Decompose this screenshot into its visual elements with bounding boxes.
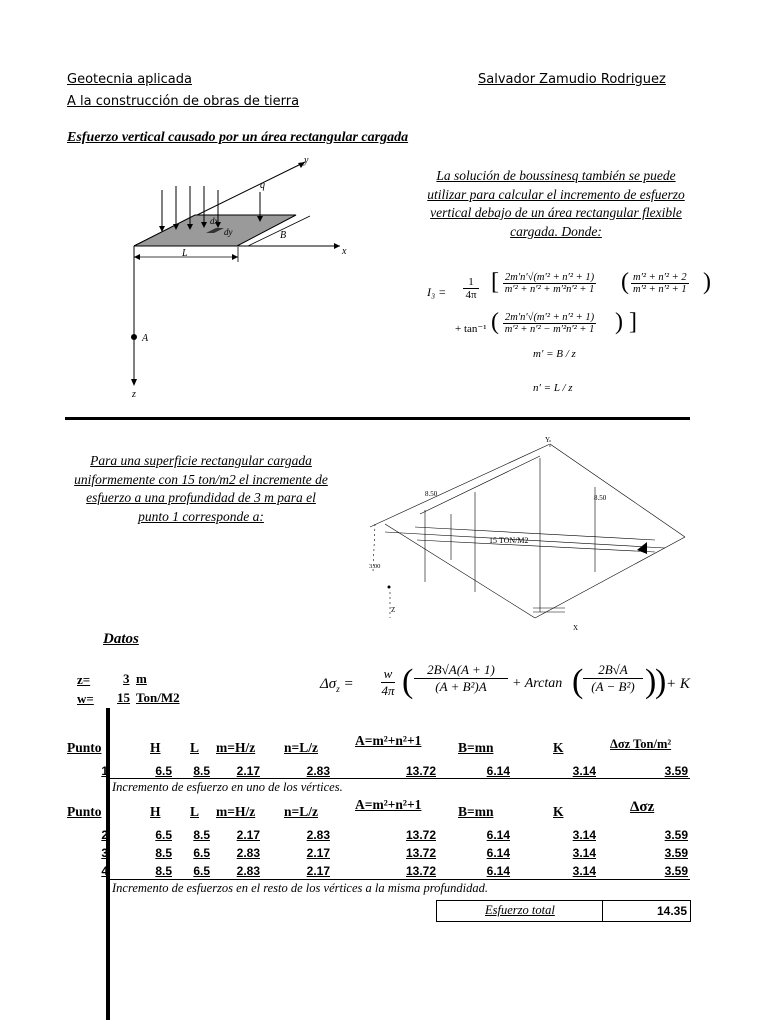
rectangular-load-figure: [120, 150, 360, 400]
r3-h: 8.5: [155, 846, 172, 860]
r4-punto: 4: [101, 864, 108, 878]
r4-b: 6.14: [486, 864, 510, 878]
col2-h: H: [150, 804, 161, 819]
course-subtitle: A la construcción de obras de tierra: [67, 94, 300, 109]
r4-m: 2.83: [236, 864, 260, 878]
r1-h: 6.5: [155, 764, 172, 778]
total-value: 14.35: [656, 904, 687, 918]
figure-z-label: z: [132, 389, 136, 400]
r4-k: 3.14: [572, 864, 596, 878]
col-b: B=mn: [458, 740, 494, 755]
figure-y-label: y: [304, 155, 309, 166]
figure-b-label: B: [280, 230, 287, 241]
r2-k: 3.14: [572, 828, 596, 842]
note-vertex: Incremento de esfuerzo en uno de los vértices.: [112, 780, 343, 794]
r4-h: 8.5: [155, 864, 172, 878]
author-name: Salvador Zamudio Rodriguez: [478, 72, 666, 87]
n-definition: n′ = L / z: [533, 382, 573, 394]
r3-l: 6.5: [193, 846, 210, 860]
r2-b: 6.14: [486, 828, 510, 842]
z-label: z=: [77, 672, 91, 687]
col2-l: L: [190, 804, 200, 819]
i3-symbol: I₃ =: [427, 285, 447, 299]
r2-n: 2.83: [306, 828, 330, 842]
figure-x-label: x: [342, 246, 347, 257]
r3-a: 13.72: [405, 846, 436, 860]
r3-b: 6.14: [486, 846, 510, 860]
total-label: Esfuerzo total: [485, 903, 555, 917]
figure-q-label: q: [260, 180, 265, 191]
figure-dx-label: dx: [210, 216, 219, 226]
plan-sketch: [365, 432, 695, 637]
r2-punto: 2: [101, 828, 108, 842]
r1-n: 2.83: [306, 764, 330, 778]
rows-line: [110, 879, 690, 880]
z-value: 3: [123, 671, 130, 686]
dim-right-label: 8.50: [594, 494, 607, 502]
r3-k: 3.14: [572, 846, 596, 860]
col-n: n=L/z: [284, 740, 318, 755]
dim-left-label: 8.50: [425, 490, 438, 498]
r4-delta: 3.59: [664, 864, 688, 878]
col-k: K: [553, 740, 564, 755]
row1-line: [110, 778, 690, 779]
w-label: w=: [77, 691, 94, 706]
r3-m: 2.83: [236, 846, 260, 860]
w-value: 15: [117, 690, 130, 705]
col-l: L: [190, 740, 200, 755]
i3-formula: I₃ = 1 4π [ 2m′n′√(m′² + n′² + 1) m′² + n′² + m′²n′² + 1 ( m′² + n′² + 2 m′² + n′² + 1 ) + tan⁻¹ ( 2m′n′√(m′² + n′² + 1) m′² + n′² − m′²n′² + 1 ) ] m′ = B / z n′ = L / z: [427, 269, 711, 394]
r2-a: 13.72: [405, 828, 436, 842]
r1-b: 6.14: [486, 764, 510, 778]
problem-statement: Para una superficie rectangular cargada uniformemente con 15 ton/m2 el incremente de esfuerzo a una profundidad de 3 m para el punto 1 corresponde a:: [74, 453, 328, 524]
r2-l: 8.5: [193, 828, 210, 842]
col-h: H: [150, 740, 161, 755]
datos-title: Datos: [103, 631, 139, 647]
figure-dy-label: dy: [224, 227, 233, 237]
col-m: m=H/z: [216, 740, 256, 755]
course-title: Geotecnia aplicada: [67, 72, 192, 87]
col2-a: A=m²+n²+1: [355, 797, 422, 812]
r2-m: 2.17: [236, 828, 260, 842]
col2-punto: Punto: [67, 804, 102, 819]
r4-a: 13.72: [405, 864, 436, 878]
col2-k: K: [553, 804, 564, 819]
col-a: A=m²+n²+1: [355, 733, 422, 748]
i3-fraction: 1 4π: [465, 276, 477, 301]
section-title: Esfuerzo vertical causado por un área rectangular cargada: [67, 130, 409, 145]
w-unit: Ton/M2: [136, 690, 180, 705]
axis-x-label: X: [573, 624, 579, 632]
r3-delta: 3.59: [664, 846, 688, 860]
r1-k: 3.14: [572, 764, 596, 778]
r2-h: 6.5: [155, 828, 172, 842]
figure-l-label: L: [182, 248, 188, 259]
r1-delta: 3.59: [664, 764, 688, 778]
stress-formula: $\Delta\sigma_z$ = w 4π ( 2B√A(A + 1) (A + B²)A + Arctan ( 2B√A (A − B²) ) ) + K: [320, 662, 690, 700]
r1-l: 8.5: [193, 764, 210, 778]
depth-label: 3.00: [369, 563, 381, 570]
r1-punto: 1: [101, 764, 108, 778]
m-definition: m′ = B / z: [533, 348, 576, 360]
col2-n: n=L/z: [284, 804, 318, 819]
figure-a-label: A: [142, 333, 149, 344]
col-delta: Δσz Ton/m²: [610, 737, 672, 751]
col-punto: Punto: [67, 740, 102, 755]
r3-punto: 3: [101, 846, 108, 860]
axis-z-label: Z: [391, 606, 396, 614]
boussinesq-description: La solución de boussinesq también se puede utilizar para calcular el incremento de esfuerzo vertical debajo de un área rectangular flexible cargada. Donde:: [427, 168, 685, 239]
note-rest-vertices: Incremento de esfuerzos en el resto de los vértices a la misma profundidad.: [112, 881, 488, 895]
r4-n: 2.17: [306, 864, 330, 878]
r3-n: 2.17: [306, 846, 330, 860]
r2-delta: 3.59: [664, 828, 688, 842]
r1-a: 13.72: [405, 764, 436, 778]
total-box: [436, 900, 691, 922]
z-unit: m: [136, 671, 147, 686]
section-divider: [65, 417, 690, 420]
axis-y-label: Y: [545, 436, 551, 444]
col2-delta: Δσz: [630, 799, 655, 815]
r1-m: 2.17: [236, 764, 260, 778]
col2-m: m=H/z: [216, 804, 256, 819]
load-label: 15 TON/M2: [489, 536, 529, 545]
col2-b: B=mn: [458, 804, 494, 819]
r4-l: 6.5: [193, 864, 210, 878]
